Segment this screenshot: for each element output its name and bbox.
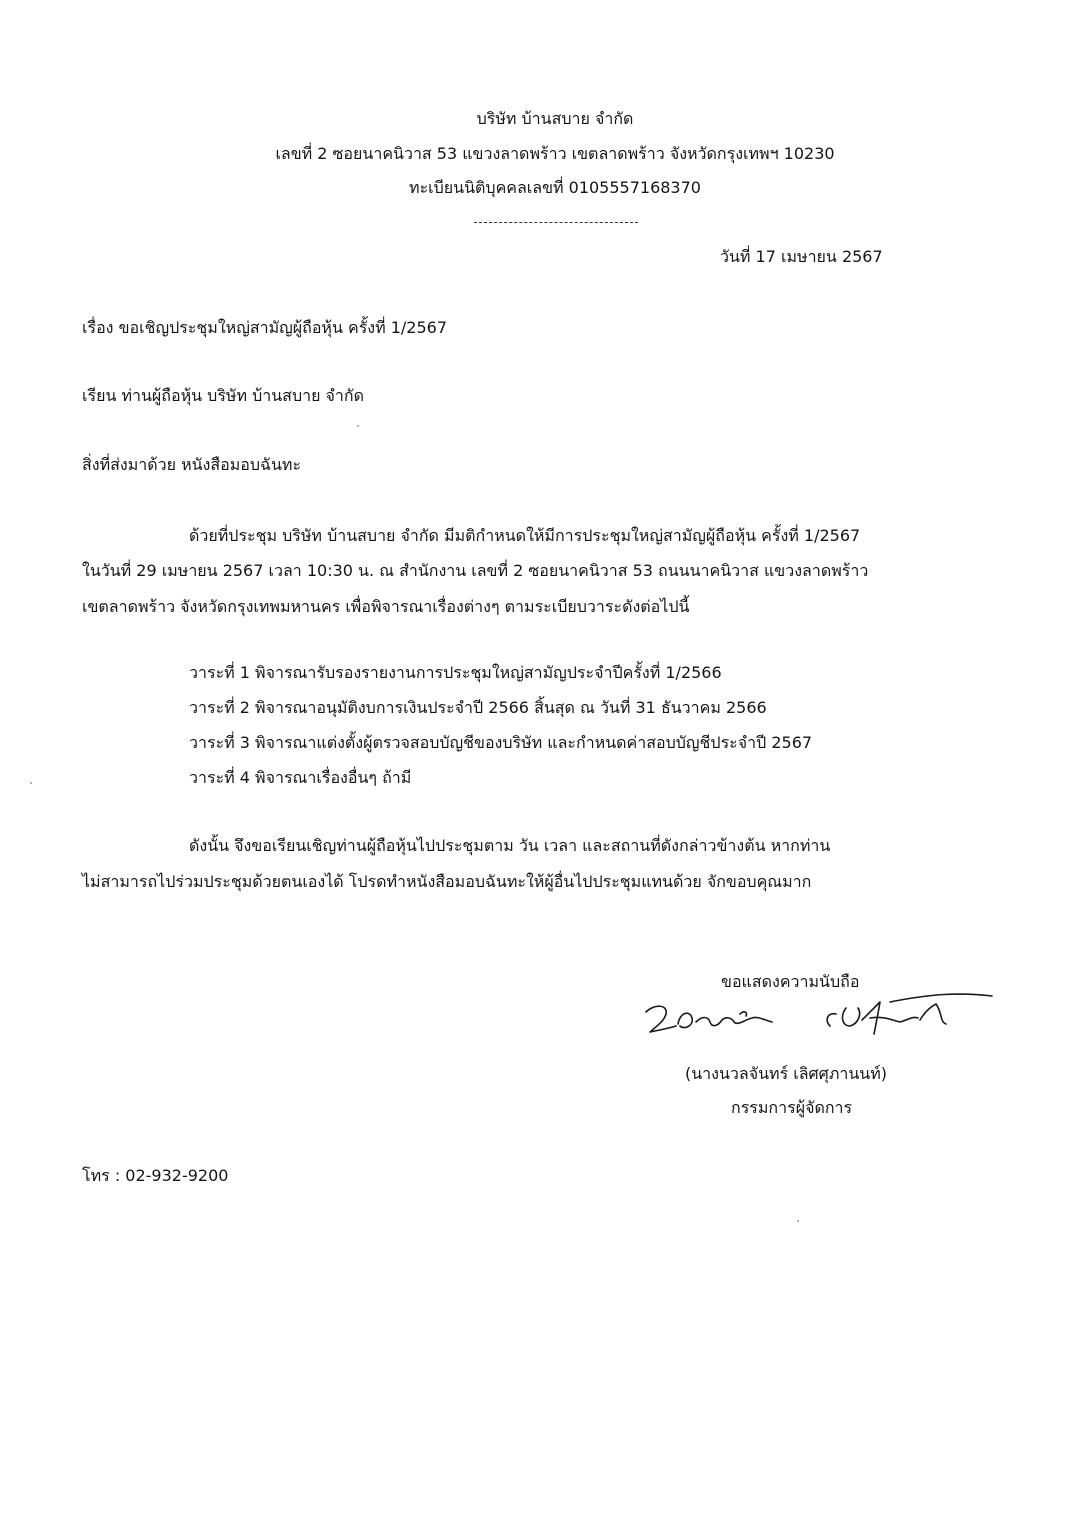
- agenda-item-1: วาระที่ 1 พิจารณารับรองรายงานการประชุมใหญ่สามัญประจำปีครั้งที่ 1/2566: [189, 663, 722, 682]
- letter-date: วันที่ 17 เมษายน 2567: [720, 247, 883, 266]
- handwritten-signature: [640, 990, 1000, 1050]
- letter-recipient: เรียน ท่านผู้ถือหุ้น บริษัท บ้านสบาย จำกัด: [82, 386, 364, 405]
- signatory-title: กรรมการผู้จัดการ: [731, 1098, 853, 1117]
- body-line-2: ในวันที่ 29 เมษายน 2567 เวลา 10:30 น. ณ สำนักงาน เลขที่ 2 ซอยนาคนิวาส 53 ถนนนาคนิวาส แขวงลาดพร้าว: [82, 561, 869, 580]
- scan-speck: [797, 1220, 799, 1222]
- letterhead-divider: [474, 222, 638, 223]
- agenda-item-3: วาระที่ 3 พิจารณาแต่งตั้งผู้ตรวจสอบบัญชีของบริษัท และกำหนดค่าสอบบัญชีประจำปี 2567: [189, 733, 813, 752]
- body-line-1: ด้วยที่ประชุม บริษัท บ้านสบาย จำกัด มีมติกำหนดให้มีการประชุมใหญ่สามัญผู้ถือหุ้น ครั้งที่ 1/2567: [189, 526, 861, 545]
- company-address: เลขที่ 2 ซอยนาคนิวาส 53 แขวงลาดพร้าว เขตลาดพร้าว จังหวัดกรุงเทพฯ 10230: [275, 144, 835, 163]
- scan-speck: [30, 782, 32, 784]
- agenda-item-2: วาระที่ 2 พิจารณาอนุมัติงบการเงินประจำปี 2566 สิ้นสุด ณ วันที่ 31 ธันวาคม 2566: [189, 698, 767, 717]
- letter-subject: เรื่อง ขอเชิญประชุมใหญ่สามัญผู้ถือหุ้น ครั้งที่ 1/2567: [82, 318, 448, 337]
- agenda-item-4: วาระที่ 4 พิจารณาเรื่องอื่นๆ ถ้ามี: [189, 768, 412, 787]
- closing-line-2: ไม่สามารถไปร่วมประชุมด้วยตนเองได้ โปรดทำหนังสือมอบฉันทะให้ผู้อื่นไปประชุมแทนด้วย จักขอบคุณมาก: [82, 872, 812, 891]
- letter-enclosure: สิ่งที่ส่งมาด้วย หนังสือมอบฉันทะ: [82, 455, 302, 474]
- closing-salutation: ขอแสดงความนับถือ: [721, 972, 860, 991]
- contact-phone: โทร : 02-932-9200: [82, 1166, 229, 1185]
- body-line-3: เขตลาดพร้าว จังหวัดกรุงเทพมหานคร เพื่อพิจารณาเรื่องต่างๆ ตามระเบียบวาระดังต่อไปนี้: [82, 597, 690, 616]
- closing-line-1: ดังนั้น จึงขอเรียนเชิญท่านผู้ถือหุ้นไปประชุมตาม วัน เวลา และสถานที่ดังกล่าวข้างต้น หากท่าน: [189, 836, 831, 855]
- scan-speck: [357, 425, 359, 427]
- company-name: บริษัท บ้านสบาย จำกัด: [476, 109, 634, 128]
- company-registration: ทะเบียนนิติบุคคลเลขที่ 0105557168370: [409, 178, 701, 197]
- signatory-name: (นางนวลจันทร์ เลิศศุภานนท์): [685, 1064, 888, 1083]
